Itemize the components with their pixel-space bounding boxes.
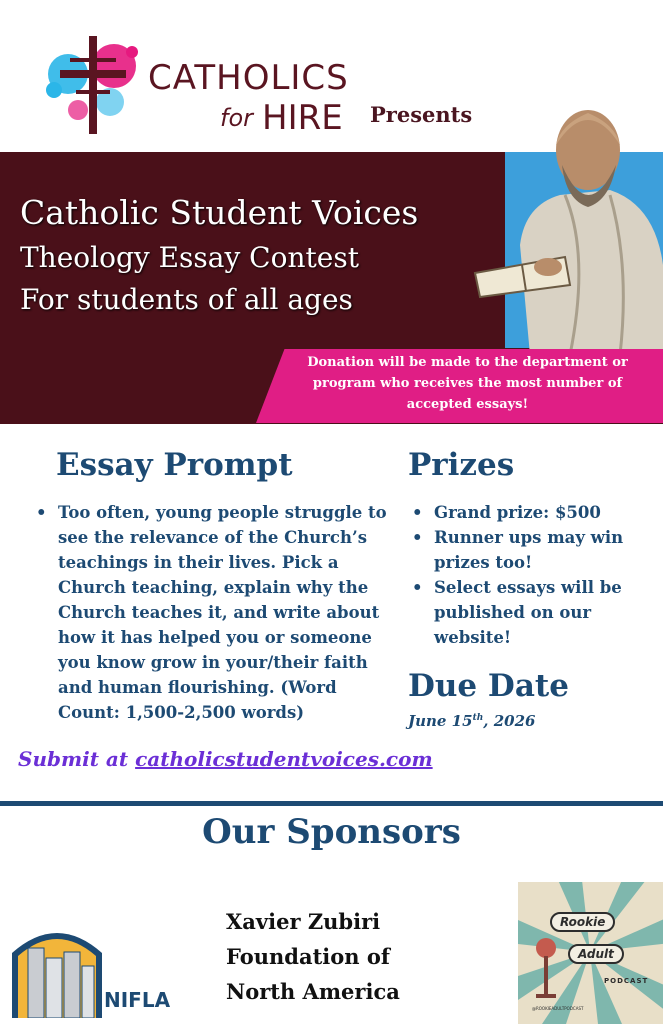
- contest-subtitle: Theology Essay Contest: [20, 241, 359, 274]
- essay-prompt-list: [34, 500, 394, 725]
- nifla-text: NIFLA: [104, 988, 171, 1012]
- prizes-heading: Prizes: [408, 447, 515, 483]
- submit-line: [18, 747, 433, 771]
- essay-prompt-text: • Too often, young people struggle to see the relevance of the Church’s teachings in their lives. Pick a Church teaching, explain why the Church teaches it, and write about how it has helped you or someone you know grow in your/their faith and human flourishing. (Word Count: 1,500-2,500 words): [34, 500, 394, 725]
- xavier-line-1: Xavier Zubiri: [226, 909, 381, 934]
- logo-hire-text: HIRE: [262, 98, 343, 138]
- saint-reading-illustration: [470, 95, 663, 355]
- logo-catholics-text: CATHOLICS: [148, 58, 349, 98]
- xavier-line-2: Foundation of: [226, 944, 390, 969]
- prize-item: • Select essays will be published on our website!: [410, 575, 650, 650]
- due-date-year: , 2026: [483, 712, 536, 730]
- podcast-adult-text: Adult: [568, 944, 624, 964]
- podcast-rookie-text: Rookie: [550, 912, 615, 932]
- podcast-handle: @ROOKIEADULTPODCAST: [532, 1006, 584, 1011]
- xavier-line-3: North America: [226, 979, 400, 1004]
- contest-title: Catholic Student Voices: [20, 193, 419, 232]
- due-date-heading: Due Date: [408, 668, 569, 704]
- xavier-zubiri-sponsor: [226, 904, 400, 1009]
- podcast-label: PODCAST: [604, 977, 649, 985]
- sponsors-heading: Our Sponsors: [202, 812, 461, 852]
- section-divider: [0, 801, 663, 806]
- due-date-day: June 15: [408, 712, 473, 730]
- contest-audience: For students of all ages: [20, 283, 353, 316]
- submit-prefix: Submit at: [18, 747, 136, 771]
- essay-prompt-heading: Essay Prompt: [56, 447, 293, 483]
- prize-item: • Grand prize: $500: [410, 500, 650, 525]
- donation-text: Donation will be made to the department or program who receives the most number of accepted essays!: [307, 355, 628, 412]
- prize-item: • Runner ups may win prizes too!: [410, 525, 650, 575]
- submit-link[interactable]: catholicstudentvoices.com: [135, 747, 433, 771]
- due-date-suffix: th: [472, 713, 484, 723]
- due-date-value: [408, 712, 535, 730]
- logo-for-text: for: [220, 104, 253, 132]
- cross-splash-icon: [40, 30, 150, 140]
- rookie-adult-podcast-logo: [518, 882, 663, 1024]
- presents-text: Presents: [370, 102, 473, 127]
- prizes-list: [410, 500, 650, 650]
